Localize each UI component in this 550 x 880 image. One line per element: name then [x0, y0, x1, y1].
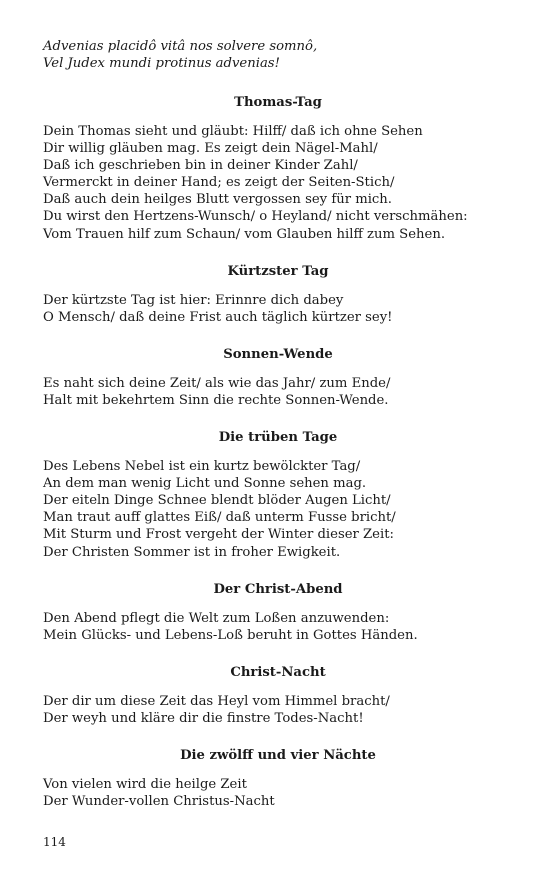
epigraph-line: Vel Judex mundi protinus advenias! — [43, 56, 280, 71]
verse-line: Du wirst den Hertzens-Wunsch/ o Heyland/ nicht verschmähen: — [43, 209, 468, 225]
verse-line: Des Lebens Nebel ist ein kurtz bewölckter Tag/ — [43, 459, 361, 475]
verse-line: Der dir um diese Zeit das Heyl vom Himmel bracht/ — [43, 693, 390, 709]
poem-verse — [43, 123, 513, 243]
verse-line: Dein Thomas sieht und gläubt: Hilff/ daß ich ohne Sehen — [43, 124, 423, 139]
verse-line: Man traut auff glattes Eiß/ daß unterm Fusse bricht/ — [43, 510, 396, 526]
poem-sonnen-wende — [43, 346, 513, 409]
verse-line: Der eiteln Dinge Schnee blendt blöder Augen Licht/ — [43, 493, 391, 509]
poem-title: Sonnen-Wende — [223, 346, 333, 362]
verse-line: Mein Glücks- und Lebens-Loß beruht in Gottes Händen. — [43, 627, 418, 643]
verse-line: Vom Trauen hilf zum Schaun/ vom Glauben hilff zum Sehen. — [43, 226, 446, 242]
verse-line: Daß ich geschrieben bin in deiner Kinder Zahl/ — [43, 158, 358, 174]
verse-line: Der Christen Sommer ist in froher Ewigkeit. — [43, 544, 341, 560]
book-page — [43, 38, 513, 830]
verse-line: Daß auch dein heilges Blutt vergossen sey für mich. — [43, 192, 392, 208]
poem-die-trueben-tage — [43, 429, 513, 561]
poem-christ-nacht — [43, 664, 513, 727]
verse-line: Halt mit bekehrtem Sinn die rechte Sonnen-Wende. — [43, 392, 389, 408]
verse-line: Von vielen wird die heilge Zeit — [43, 776, 247, 792]
epigraph-line: Advenias placidô vitâ nos solvere somnô, — [43, 39, 318, 54]
verse-line: Der weyh und kläre dir die finstre Todes-Nacht! — [43, 710, 364, 726]
verse-line: Mit Sturm und Frost vergeht der Winter dieser Zeit: — [43, 527, 394, 543]
poem-verse — [43, 610, 513, 644]
poem-title: Thomas-Tag — [234, 95, 322, 110]
poem-verse — [43, 776, 513, 810]
poem-verse — [43, 375, 513, 409]
verse-line: Der kürtzste Tag ist hier: Erinnre dich dabey — [43, 292, 344, 308]
poem-title: Die zwölff und vier Nächte — [180, 747, 376, 763]
verse-line: Der Wunder-vollen Christus-Nacht — [43, 794, 275, 810]
poem-verse — [43, 693, 513, 727]
verse-line: Vermerckt in deiner Hand; es zeigt der Seiten-Stich/ — [43, 175, 395, 191]
verse-line: Es naht sich deine Zeit/ als wie das Jahr/ zum Ende/ — [43, 375, 391, 391]
poem-title: Die trüben Tage — [218, 430, 338, 446]
poem-title: Der Christ-Abend — [213, 581, 343, 597]
latin-epigraph — [43, 38, 513, 72]
verse-line: O Mensch/ daß deine Frist auch täglich kürtzer sey! — [43, 309, 393, 325]
verse-line: An dem man wenig Licht und Sonne sehen mag. — [43, 476, 367, 492]
poem-der-christ-abend — [43, 581, 513, 644]
poem-kuertzster-tag — [43, 263, 513, 326]
poem-verse — [43, 292, 513, 326]
poem-title: Christ-Nacht — [230, 664, 326, 680]
verse-line: Den Abend pflegt die Welt zum Loßen anzuwenden: — [43, 610, 390, 626]
poem-title: Kürtzster Tag — [227, 263, 329, 279]
verse-line: Dir willig gläuben mag. Es zeigt dein Nägel-Mahl/ — [43, 141, 378, 157]
poem-die-zwoelff-und-vier-naechte — [43, 747, 513, 810]
poem-verse — [43, 458, 513, 561]
page-number: 114 — [43, 835, 66, 849]
poem-thomas-tag — [43, 94, 513, 243]
